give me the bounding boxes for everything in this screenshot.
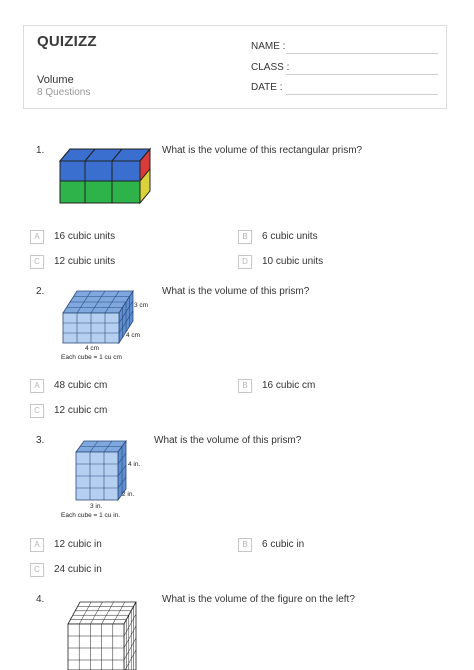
date-label: DATE : <box>251 82 283 93</box>
option-label: 48 cubic cm <box>54 380 108 391</box>
option-1d[interactable] <box>238 255 438 269</box>
dim-depth-label: 4 cm <box>126 332 141 339</box>
option-letter-box: C <box>30 404 44 418</box>
question-count: 8 Questions <box>37 87 91 98</box>
question-4-number: 4. <box>36 594 45 605</box>
option-label: 12 cubic cm <box>54 405 108 416</box>
date-line[interactable] <box>286 94 438 95</box>
option-label: 16 cubic units <box>54 231 116 242</box>
dim-height-label: 3 cm <box>134 302 149 309</box>
option-letter-box: D <box>238 255 252 269</box>
question-4-text: What is the volume of the figure on the left? <box>162 594 355 605</box>
option-letter-box: A <box>30 538 44 552</box>
figure-caption: Each cube = 1 cu in. <box>61 512 121 519</box>
option-1c[interactable] <box>30 255 230 269</box>
dim-height-label: 4 in. <box>128 461 141 468</box>
worksheet-title: Volume <box>37 74 74 86</box>
figure-caption: Each cube = 1 cu cm <box>61 354 122 361</box>
option-2a[interactable] <box>30 379 230 393</box>
question-2-number: 2. <box>36 286 45 297</box>
option-letter-box: C <box>30 255 44 269</box>
quizizz-logo: QUIZIZZ <box>37 33 97 50</box>
option-1a[interactable] <box>30 230 230 244</box>
option-label: 12 cubic in <box>54 539 102 550</box>
option-letter-box: C <box>30 563 44 577</box>
dim-depth-label: 2 in. <box>122 491 135 498</box>
option-2c[interactable] <box>30 404 230 418</box>
question-1-text: What is the volume of this rectangular prism? <box>162 145 363 156</box>
name-line[interactable] <box>286 53 438 54</box>
option-label: 24 cubic in <box>54 564 102 575</box>
question-3-number: 3. <box>36 435 45 446</box>
dim-width-label: 4 cm <box>85 345 100 352</box>
option-letter-box: B <box>238 538 252 552</box>
question-4-figure <box>60 598 164 670</box>
option-3a[interactable] <box>30 538 230 552</box>
option-3c[interactable] <box>30 563 230 577</box>
question-2-text: What is the volume of this prism? <box>162 286 310 297</box>
option-label: 6 cubic units <box>262 231 318 242</box>
option-letter-box: A <box>30 379 44 393</box>
option-letter-box: A <box>30 230 44 244</box>
option-2b[interactable] <box>238 379 438 393</box>
option-label: 16 cubic cm <box>262 380 316 391</box>
question-1-number: 1. <box>36 145 45 156</box>
question-1-figure <box>58 145 154 207</box>
name-label: NAME : <box>251 41 286 52</box>
option-letter-box: B <box>238 379 252 393</box>
dim-width-label: 3 in. <box>90 503 103 510</box>
worksheet-header <box>23 25 447 109</box>
option-label: 10 cubic units <box>262 256 324 267</box>
question-3-text: What is the volume of this prism? <box>154 435 302 446</box>
class-label: CLASS : <box>251 62 290 73</box>
option-label: 12 cubic units <box>54 256 116 267</box>
option-letter-box: B <box>238 230 252 244</box>
option-label: 6 cubic in <box>262 539 305 550</box>
option-1b[interactable] <box>238 230 438 244</box>
question-2-figure <box>58 285 158 365</box>
class-line[interactable] <box>286 74 438 75</box>
question-3-figure <box>56 436 156 522</box>
option-3b[interactable] <box>238 538 438 552</box>
